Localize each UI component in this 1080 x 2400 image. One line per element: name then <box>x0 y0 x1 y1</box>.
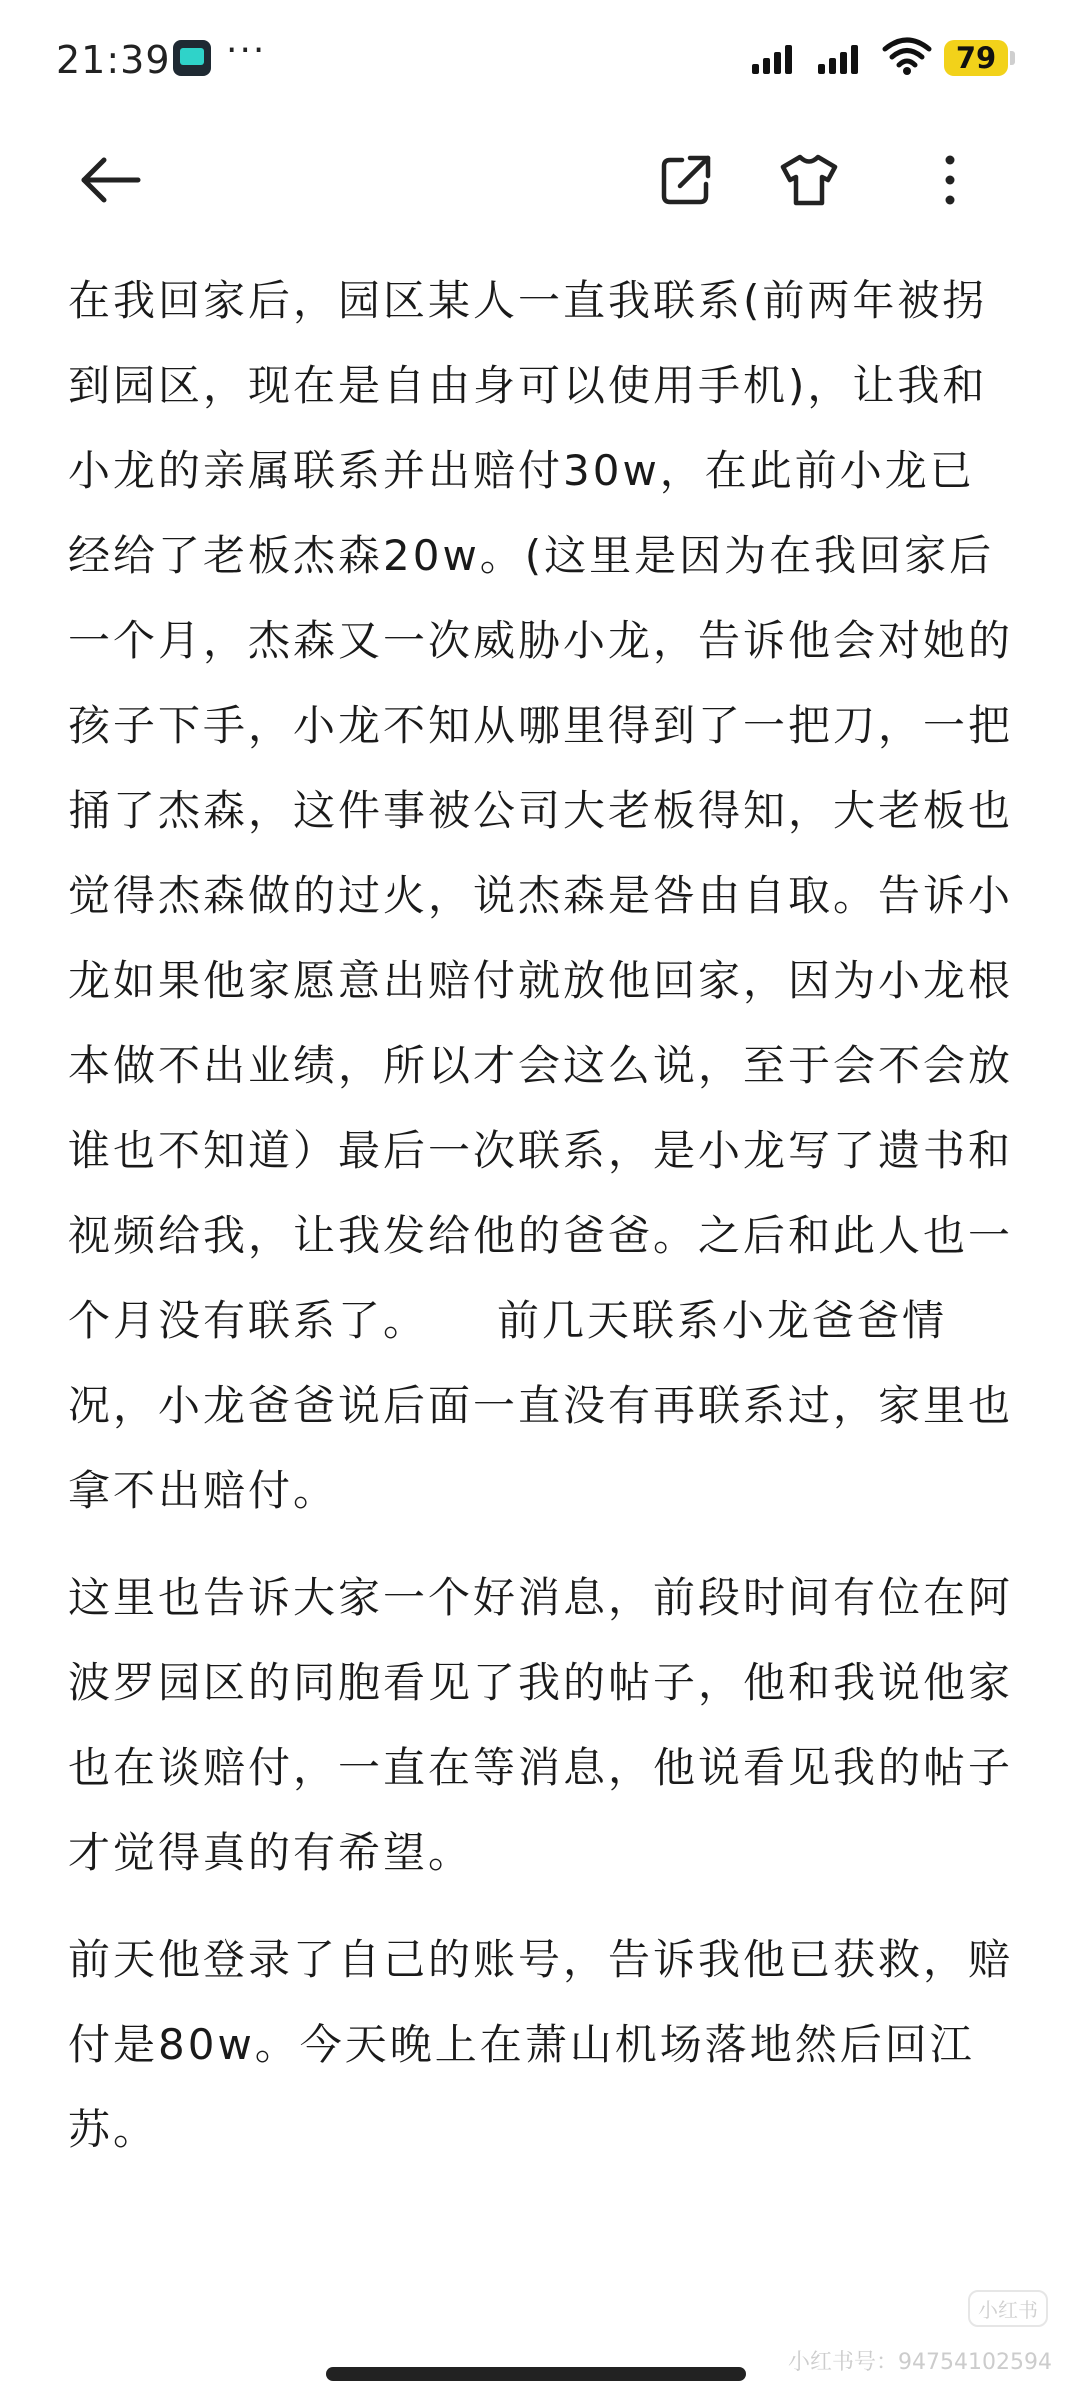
article-body <box>68 258 1018 2194</box>
status-bar <box>0 0 1080 120</box>
app-header <box>0 130 1080 230</box>
battery-level: 79 <box>944 40 1008 76</box>
article-paragraph-1: 在我回家后，园区某人一直我联系(前两年被拐到园区，现在是自由身可以使用手机)，让我和小龙的亲属联系并出赔付30w，在此前小龙已经给了老板杰森20w。(这里是因为在我回家后一个月，杰森又一次威胁小龙，告诉他会对她的孩子下手，小龙不知从哪里得到了一把刀，一把捅了杰森，这件事被公司大老板得知，大老板也觉得杰森做的过火，说杰森是咎由自取。告诉小龙如果他家愿意出赔付就放他回家，因为小龙根本做不出业绩，所以才会这么说，至于会不会放谁也不知道）最后一次联系，是小龙写了遗书和视频给我，让我发给他的爸爸。之后和此人也一个月没有联系了。 前几天联系小龙爸爸情况，小龙爸爸说后面一直没有再联系过，家里也拿不出赔付。 <box>68 276 1014 1515</box>
home-indicator[interactable] <box>326 2367 746 2381</box>
article-paragraph-2: 这里也告诉大家一个好消息，前段时间有位在阿波罗园区的同胞看见了我的帖子，他和我说他家也在谈赔付，一直在等消息，他说看见我的帖子才觉得真的有希望。 <box>68 1573 1014 1877</box>
more-notifications-icon: ··· <box>226 30 267 71</box>
wifi-icon <box>882 36 932 76</box>
more-options-button[interactable] <box>905 130 995 230</box>
share-button[interactable] <box>641 130 731 230</box>
outfit-button[interactable] <box>764 130 854 230</box>
arrow-left-icon <box>78 156 142 204</box>
back-button[interactable] <box>65 130 155 230</box>
watermark-logo: 小红书 <box>968 2290 1048 2327</box>
signal-1-icon <box>752 44 802 74</box>
signal-2-icon <box>818 44 868 74</box>
tv-app-icon <box>173 40 211 76</box>
status-time: 21:39 <box>56 38 171 82</box>
watermark-text: 小红书号：94754102594 <box>788 2350 1052 2375</box>
battery-tip <box>1010 51 1015 65</box>
article-paragraph-3: 前天他登录了自己的账号，告诉我他已获救，赔付是80w。今天晚上在萧山机场落地然后回江苏。 <box>68 1935 1014 2154</box>
tshirt-icon <box>779 152 839 208</box>
external-share-icon <box>658 152 714 208</box>
more-vertical-icon <box>942 152 958 208</box>
